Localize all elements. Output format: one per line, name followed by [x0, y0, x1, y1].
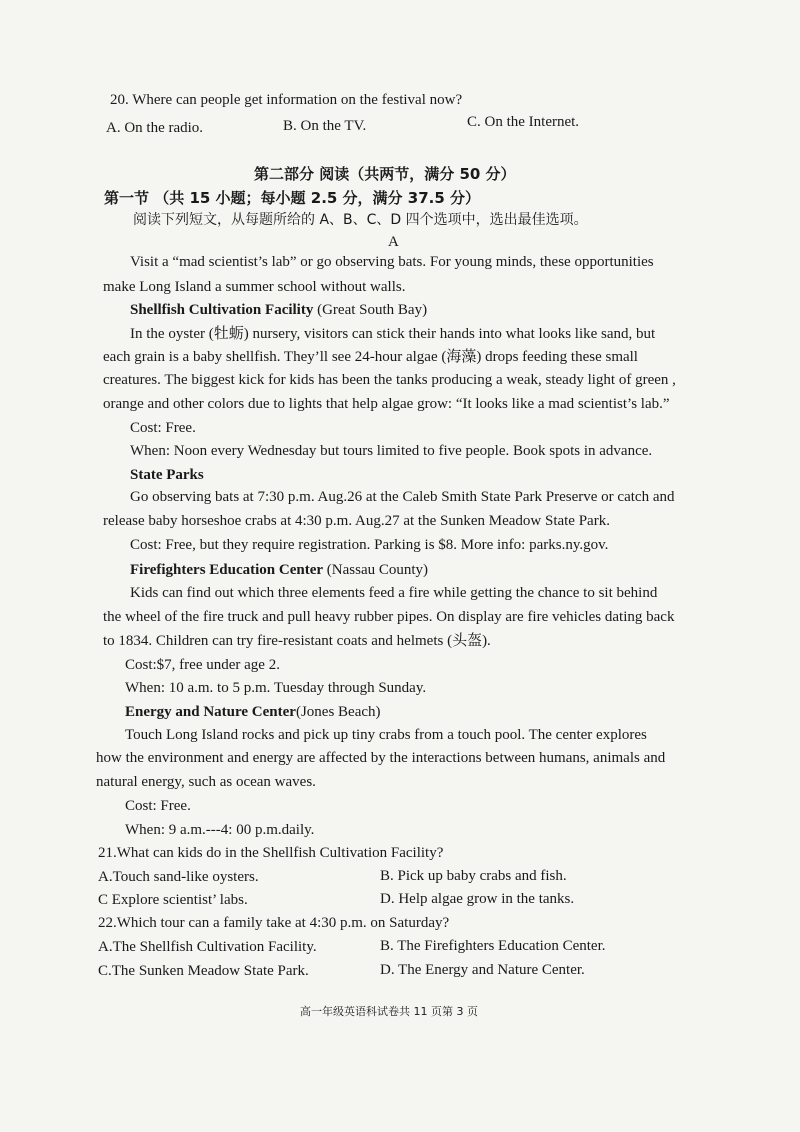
energy-cost: Cost: Free.	[125, 798, 191, 814]
question-22: 22.Which tour can a family take at 4:30 p.m. on Saturday?	[98, 915, 450, 931]
fire-when: When: 10 a.m. to 5 p.m. Tuesday through Sunday.	[125, 680, 427, 696]
section-sub-heading: 第一节 （共 15 小题；每小题 2.5 分，满分 37.5 分）	[104, 189, 481, 207]
fire-cost: Cost:$7, free under age 2.	[125, 657, 280, 673]
fire-heading	[130, 560, 428, 580]
energy-heading	[125, 702, 381, 722]
shellfish-title: Shellfish Cultivation Facility	[130, 302, 314, 318]
fire-location: (Nassau County)	[323, 562, 429, 578]
energy-para-line1: Touch Long Island rocks and pick up tiny crabs from a touch pool. The center explores	[125, 727, 647, 743]
parks-para-line2: release baby horseshoe crabs at 4:30 p.m. Aug.27 at the Sunken Meadow State Park.	[103, 513, 610, 529]
parks-para-line1: Go observing bats at 7:30 p.m. Aug.26 at the Caleb Smith State Park Preserve or catch and	[130, 489, 675, 505]
q22-option-d: D. The Energy and Nature Center.	[380, 962, 585, 978]
passage-intro-line2: make Long Island a summer school without walls.	[103, 279, 406, 295]
page-footer: 高一年级英语科试卷共 11 页第 3 页	[300, 1005, 478, 1018]
section-instruction: 阅读下列短文，从每题所给的 A、B、C、D 四个选项中，选出最佳选项。	[133, 212, 588, 228]
q21-option-a: A.Touch sand-like oysters.	[98, 869, 259, 885]
fire-para-line2: the wheel of the fire truck and pull heavy rubber pipes. On display are fire vehicles dating back	[103, 609, 675, 625]
fire-para-line3: to 1834. Children can try fire-resistant coats and helmets (头盔).	[103, 633, 491, 649]
energy-para-line2: how the environment and energy are affected by the interactions between humans, animals and	[96, 750, 666, 766]
energy-when: When: 9 a.m.---4: 00 p.m.daily.	[125, 822, 315, 838]
q21-option-d: D. Help algae grow in the tanks.	[380, 891, 575, 907]
shellfish-para-line3: creatures. The biggest kick for kids has been the tanks producing a weak, steady light of green ,	[103, 372, 676, 388]
shellfish-cost: Cost: Free.	[130, 420, 196, 436]
shellfish-when: When: Noon every Wednesday but tours limited to five people. Book spots in advance.	[130, 443, 653, 459]
q20-option-c: C. On the Internet.	[467, 114, 580, 130]
shellfish-para-line1: In the oyster (牡蛎) nursery, visitors can stick their hands into what looks like sand, but	[130, 326, 656, 342]
passage-intro-line1: Visit a “mad scientist’s lab” or go observing bats. For young minds, these opportunities	[130, 254, 654, 270]
question-21: 21.What can kids do in the Shellfish Cultivation Facility?	[98, 845, 444, 861]
q21-option-c: C Explore scientist’ labs.	[98, 892, 248, 908]
parks-cost: Cost: Free, but they require registration. Parking is $8. More info: parks.ny.gov.	[130, 537, 609, 553]
fire-title: Firefighters Education Center	[130, 562, 324, 578]
q20-option-a: A. On the radio.	[106, 120, 204, 136]
shellfish-heading	[130, 300, 427, 320]
energy-title: Energy and Nature Center	[125, 704, 296, 720]
energy-location: (Jones Beach)	[295, 704, 381, 720]
section-part-heading: 第二部分 阅读（共两节，满分 50 分）	[254, 165, 516, 183]
passage-label: A	[388, 234, 399, 250]
q22-option-a: A.The Shellfish Cultivation Facility.	[98, 939, 317, 955]
fire-para-line1: Kids can find out which three elements feed a fire while getting the chance to sit behind	[130, 585, 658, 601]
parks-title: State Parks	[130, 467, 204, 483]
q22-option-c: C.The Sunken Meadow State Park.	[98, 963, 309, 979]
energy-para-line3: natural energy, such as ocean waves.	[96, 774, 316, 790]
shellfish-para-line4: orange and other colors due to lights that help algae grow: “It looks like a mad scientist’s lab.”	[103, 396, 670, 412]
q20-option-b: B. On the TV.	[283, 118, 367, 134]
shellfish-para-line2: each grain is a baby shellfish. They’ll see 24-hour algae (海藻) drops feeding these small	[103, 349, 638, 365]
shellfish-location: (Great South Bay)	[313, 302, 428, 318]
question-20: 20. Where can people get information on the festival now?	[110, 92, 463, 108]
q21-option-b: B. Pick up baby crabs and fish.	[380, 868, 567, 884]
q22-option-b: B. The Firefighters Education Center.	[380, 938, 606, 954]
